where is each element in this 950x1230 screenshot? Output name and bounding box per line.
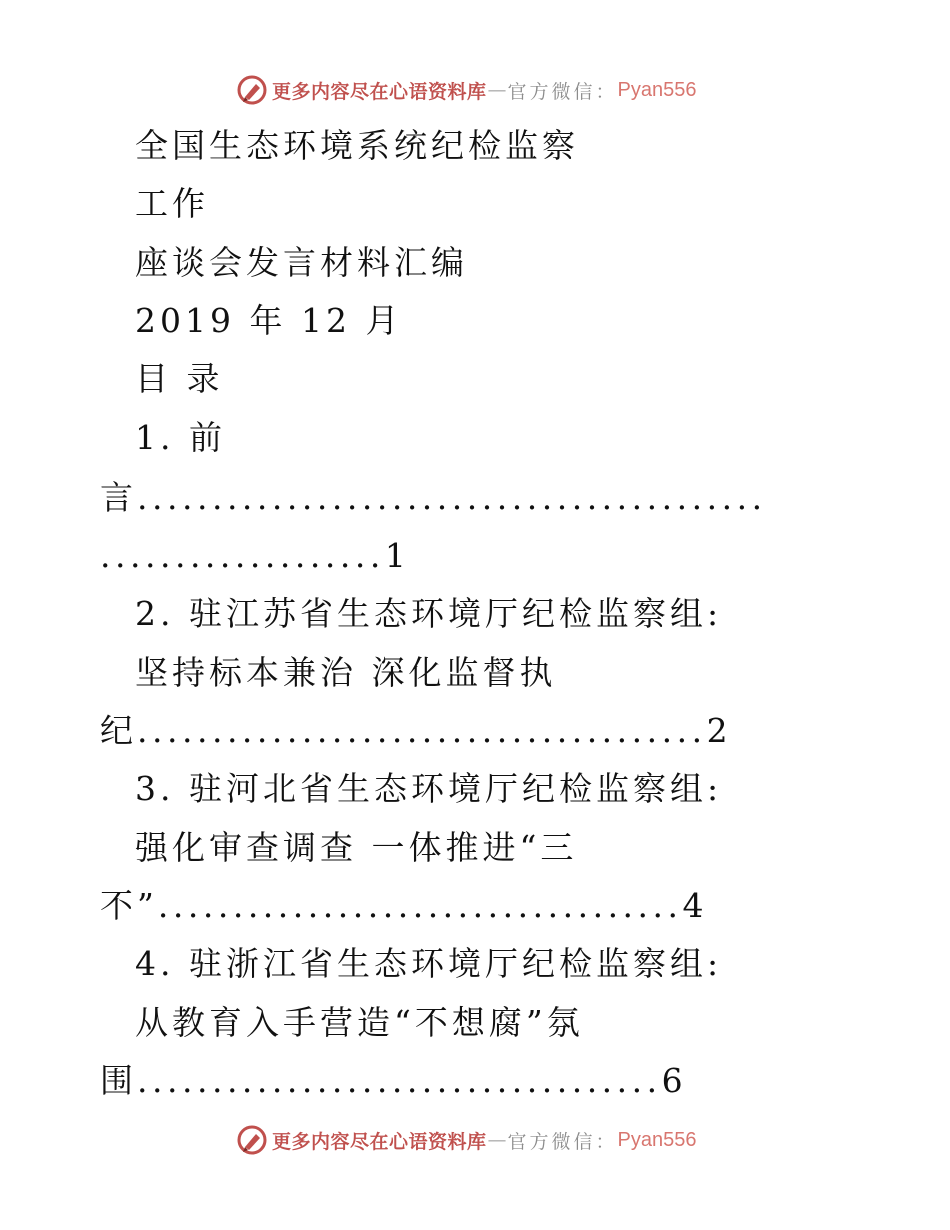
toc-entry-3-subtitle: 强化审查调查 一体推进“三: [135, 828, 578, 867]
watermark-dash: —: [487, 79, 507, 101]
watermark-brand: 更多内容尽在心语资料库: [272, 80, 487, 103]
toc-entry-2-wrap: [100, 711, 732, 751]
toc-entry-1-wrap-2: [100, 536, 410, 576]
toc-entry-2-prefix: 纪: [100, 711, 137, 750]
toc-entry-4-number: 4. 驻浙江省生态环境厅纪检监察组:: [135, 944, 723, 983]
watermark-official: 官方微信：: [507, 1130, 618, 1153]
toc-entry-3-page: 4: [682, 886, 708, 925]
toc-entry-3-number: 3. 驻河北省生态环境厅纪检监察组:: [135, 769, 723, 808]
watermark-footer: [236, 1123, 697, 1157]
toc-entry-2-leader: ......................................: [137, 711, 707, 750]
pen-logo-icon: [236, 74, 268, 106]
watermark-account: Pyan556: [617, 78, 697, 101]
document-date: 2019 年 12 月: [135, 301, 403, 340]
watermark-account: Pyan556: [617, 1128, 697, 1151]
toc-entry-4-prefix: 围: [100, 1061, 137, 1100]
toc-entry-2-number: 2. 驻江苏省生态环境厅纪检监察组:: [135, 594, 723, 633]
toc-heading: 目 录: [135, 359, 224, 398]
toc-entry-4-wrap: [100, 1061, 687, 1101]
pen-logo-icon: [236, 1124, 268, 1156]
toc-entry-4-page: 6: [661, 1061, 687, 1100]
toc-entry-3-wrap: [100, 886, 708, 926]
toc-entry-1-leader-2: ...................: [100, 536, 385, 575]
toc-entry-4-leader: ...................................: [137, 1061, 662, 1100]
document-title-line-1: 全国生态环境系统纪检监察: [135, 126, 579, 165]
toc-entry-1-page: 1: [384, 536, 410, 575]
toc-entry-4-subtitle: 从教育入手营造“不想腐”氛: [135, 1003, 584, 1042]
document-title-line-2: 工作: [135, 184, 209, 223]
watermark-brand: 更多内容尽在心语资料库: [272, 1130, 487, 1153]
toc-entry-3-leader: ...................................: [157, 886, 683, 925]
toc-entry-1-number: 1. 前: [135, 418, 226, 457]
toc-entry-2-page: 2: [706, 711, 732, 750]
toc-entry-1-prefix: 言: [100, 478, 137, 517]
watermark-official: 官方微信：: [507, 80, 618, 103]
toc-entry-1-leader: ..........................................: [137, 478, 767, 517]
watermark-header: [236, 73, 697, 107]
document-title-line-3: 座谈会发言材料汇编: [135, 243, 468, 282]
toc-entry-2-subtitle: 坚持标本兼治 深化监督执: [135, 653, 557, 692]
watermark-dash: —: [487, 1129, 507, 1151]
toc-entry-1-wrap: [100, 478, 767, 518]
toc-entry-3-prefix: 不”: [100, 886, 158, 925]
